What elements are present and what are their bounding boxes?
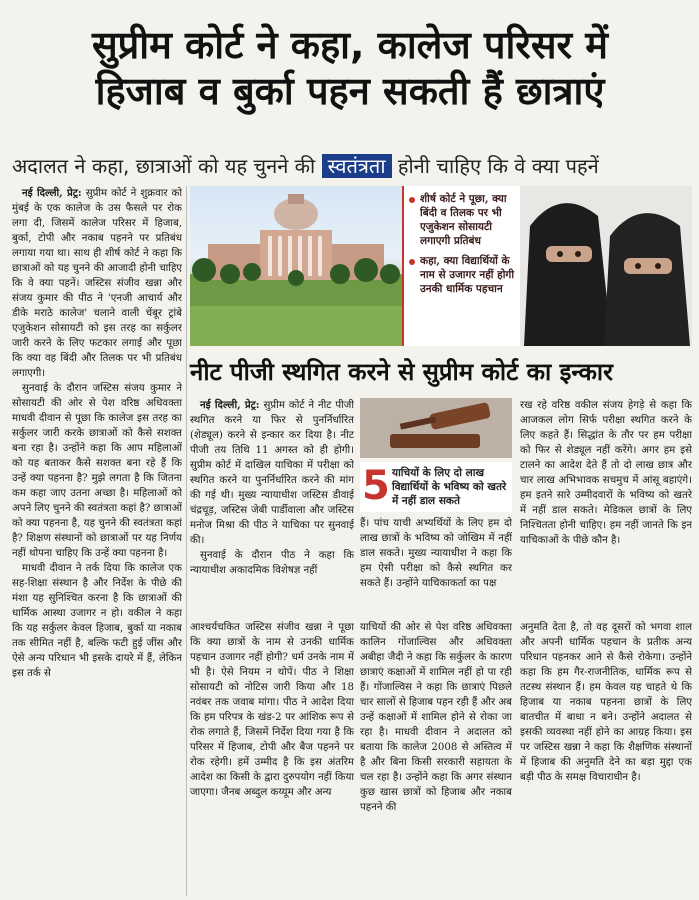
- callout-point-1: शीर्ष कोर्ट ने पूछा, क्या बिंदी व तिलक पर भी एजुकेशन सोसायटी लगाएगी प्रतिबंध: [404, 186, 522, 248]
- subheadline: [12, 150, 692, 182]
- neet-story-column-1: [190, 398, 354, 620]
- main-story-paragraph-2: सुनवाई के दौरान जस्टिस संजय कुमार ने सोसायटी की ओर से पेश वरिष्ठ अधिवक्ता माधवी दीवान से पूछा कि कालेज इस तरह का सर्कुलर जारी करके छात्राओं को कैसे सशक्त बना रहा है। उन्होंने कहा कि आप महिलाओं को यह बताकर कैसे सशक्त बना रहे हैं कि उन्हें क्या पहनना है? मुझे लगता है कि जितना कम कहा जाए उतना अच्छा है। महिलाओं को अपने लिए चुनने की स्वतंत्रता कहां है? छात्राओं को क्या पहनना है, यह चुनने की स्वतंत्रता कहां है? शिक्षण संस्थानों को छात्राओं पर यह निर्णय नहीं थोपना चाहिए कि उन्हें क्या पहनना है।: [12, 383, 182, 559]
- headline-line-2: हिजाब व बुर्का पहन सकती हैं छात्राएं: [95, 69, 605, 113]
- main-story-column-3: [360, 620, 512, 896]
- supreme-court-photo: [190, 186, 402, 346]
- neet-story-text-1: सुप्रीम कोर्ट ने नीट पीजी स्थगित करने या फिर से पुनर्निर्धारित (शेड्यूल) करने से इन्कार कर दिया है। नीट पीजी तय तिथि 11 अगस्त को ही होगी। सुप्रीम कोर्ट में दाखिल याचिका में परीक्षा को स्थगित करने या पुनर्निर्धारित करने की मांग की गई थी। मुख्य न्यायाधीश जस्टिस डीवाई चंद्रचूड़, जस्टिस जेबी पार्डीवाला और जस्टिस मनोज मिश्रा की पीठ ने याचिका पर सुनवाई की।: [190, 400, 354, 546]
- neet-story-paragraph-3: हैं। पांच याची अभ्यर्थियों के लिए हम दो लाख छात्रों के भविष्य को जोखिम में नहीं डाल सकते। मुख्य न्यायाधीश ने कहा कि हम ऐसी परीक्षा को कैसे स्थगित कर सकते हैं। उन्होंने याचिकाकर्ता का पक्ष: [360, 518, 512, 589]
- subheadline-highlight: स्वतंत्रता: [322, 154, 392, 178]
- women-in-hijab-image: [520, 186, 692, 346]
- neet-story-paragraph-4: रख रहे वरिष्ठ वकील संजय हेगड़े से कहा कि आजकल लोग सिर्फ परीक्षा स्थगित करने के लिए कहते हैं। सिद्धांत के तौर पर हम परीक्षा को फिर से शेड्यूल नहीं करेंगे। अगर हम इसे टालने का आदेश देते हैं तो दो लाख छात्र और चार लाख अभिभावक सचमुच में आंसू बहाएंगे। हम इतने सारे उम्मीदवारों के भविष्य को खतरे में नहीं डाल सकते। मेडिकल छात्रों के लिए निश्चितता होनी चाहिए। हम नहीं जानते कि इन याचिकाओं के पीछे कौन है।: [520, 400, 692, 546]
- main-story-column-1: [12, 186, 182, 896]
- main-story-paragraph-4: आश्चर्यचकित जस्टिस संजीव खन्ना ने पूछा कि क्या छात्रों के नाम से उनकी धार्मिक पहचान उजागर नहीं होगी? धर्म उनके नाम में भी है। ऐसे नियम न थोपें। पीठ ने शिक्षा सोसायटी को नोटिस जारी किया और 18 नवंबर तक जवाब मांगा। पीठ ने आदेश दिया कि हम परिपत्र के खंड-2 पर आंशिक रूप से रोक लगाते हैं, जिसमें निर्देश दिया गया है कि परिसर में हिजाब, टोपी और बैज पहनने पर रोक रहेगी। हमें उम्मीद है कि इस अंतरिम आदेश का किसी के द्वारा दुरुपयोग नहीं किया जाएगा। जैनब अब्दुल कय्यूम और अन्य: [190, 622, 354, 798]
- neet-quote-box: [360, 462, 512, 512]
- quote-text: याचियों के लिए दो लाख विद्यार्थियों के भविष्य को खतरे में नहीं डाल सकते: [392, 467, 507, 507]
- main-story-column-2: [190, 620, 354, 896]
- main-story-paragraph-5: याचियों की ओर से पेश वरिष्ठ अधिवक्ता कालिन गोंजाल्विस और अधिवक्ता अबीहा जैदी ने कहा कि सर्कुलर के कारण छात्राएं कक्षाओं में शामिल नहीं हो पा रही हैं। गोंजाल्विस ने कहा कि छात्राएं पिछले चार सालों से हिजाब पहन रही हैं और अब उन्हें कक्षाओं में शामिल होने से रोका जा रहा है। माधवी दीवान ने अदालत को बताया कि कालेज 2008 से अस्तित्व में है और बिना किसी सरकारी सहायता के चल रहा है। उन्होंने कहा कि अगर संस्थान कुछ खास छात्रों को हिजाब और नकाब पहनने की: [360, 622, 512, 813]
- subheadline-before: अदालत ने कहा, छात्राओं को यह चुनने की: [12, 154, 316, 178]
- callout-point-2: कहा, क्या विद्यार्थियों के नाम से उजागर नहीं होगी उनकी धार्मिक पहचान: [404, 248, 522, 296]
- quote-number: 5: [362, 463, 390, 509]
- main-story-text-1: सुप्रीम कोर्ट ने शुक्रवार को मुंबई के एक कालेज के उस फैसले पर रोक लगा दी, जिसमें कालेज परिसर में हिजाब, बुर्का, टोपी और नकाब पहनने पर प्रतिबंध लगाया गया था। साथ ही शीर्ष कोर्ट ने कहा कि छात्राओं को यह चुनने की आजादी होनी चाहिए कि वे क्या पहनें। जस्टिस संजीव खन्ना और संजय कुमार की पीठ ने 'एनजी आचार्य और डीके मराठे कालेज' चलाने वाली चेंबूर ट्रांबे एजुकेशन सोसायटी को इस तरह का सर्कुलर जारी करने के लिए फटकार लगाई और पूछा कि क्या वह बिंदी और तिलक पर भी प्रतिबंध लगाएगी।: [12, 188, 182, 379]
- women-in-hijab-photo: [520, 186, 692, 346]
- neet-story-paragraph-2: सुनवाई के दौरान पीठ ने कहा कि न्यायाधीश अकादमिक विशेषज्ञ नहीं: [190, 550, 354, 576]
- subheadline-after: होनी चाहिए कि वे क्या पहनें: [397, 154, 599, 178]
- supreme-court-building-image: [190, 186, 402, 346]
- neet-story-paragraph-1: [190, 398, 354, 548]
- main-story-paragraph-3: माधवी दीवान ने तर्क दिया कि कालेज एक सह-शिक्षा संस्थान है और निर्देश के पीछे की मंशा यह सुनिश्चित करना है कि छात्राओं की धार्मिक आस्था उजागर न हो। वकील ने कहा कि यह सर्कुलर केवल हिजाब, बुर्का या नकाब तक सीमित नहीं है, बल्कि फटी हुई जींस और ऐसे अन्य परिधान भी इसके दायरे में हैं, लेकिन इस तर्क से: [12, 563, 182, 679]
- main-story-paragraph-6: अनुमति देता है, तो वह दूसरों को भगवा शाल और अपनी धार्मिक पहचान के प्रतीक अन्य परिधान पहनकर आने से कैसे रोकेगा। उन्होंने कहा कि हम गैर-राजनीतिक, धार्मिक रूप से तटस्थ संस्थान हैं। हम केवल यह चाहते थे कि हिजाब या नकाब पहनना छात्रों के लिए बातचीत में बाधा न बने। उन्होंने अदालत से इसकी व्यवस्था नहीं होने का आग्रह किया। इस पर जस्टिस खन्ना ने कहा कि शैक्षणिक संस्थानों में हिजाब की अनुमति देने का बड़ा मुद्दा एक बड़ी पीठ के समक्ष विचाराधीन है।: [520, 622, 692, 783]
- main-story-dateline: नई दिल्ली, प्रेट्र:: [22, 187, 82, 199]
- neet-dateline: नई दिल्ली, प्रेट्र:: [200, 399, 260, 411]
- neet-story-column-3: [520, 398, 692, 620]
- main-story-paragraph-1: [12, 186, 182, 381]
- headline-line-1: सुप्रीम कोर्ट ने कहा, कालेज परिसर में: [91, 23, 609, 67]
- gavel-photo: [360, 398, 512, 458]
- neet-headline: नीट पीजी स्थगित करने से सुप्रीम कोर्ट का इन्कार: [190, 358, 613, 386]
- column-divider: [186, 186, 187, 896]
- gavel-image: [360, 398, 512, 458]
- main-story-column-4: [520, 620, 692, 896]
- neet-story-column-2: [360, 516, 512, 620]
- key-points-callout: [402, 186, 522, 346]
- main-headline: [10, 22, 690, 114]
